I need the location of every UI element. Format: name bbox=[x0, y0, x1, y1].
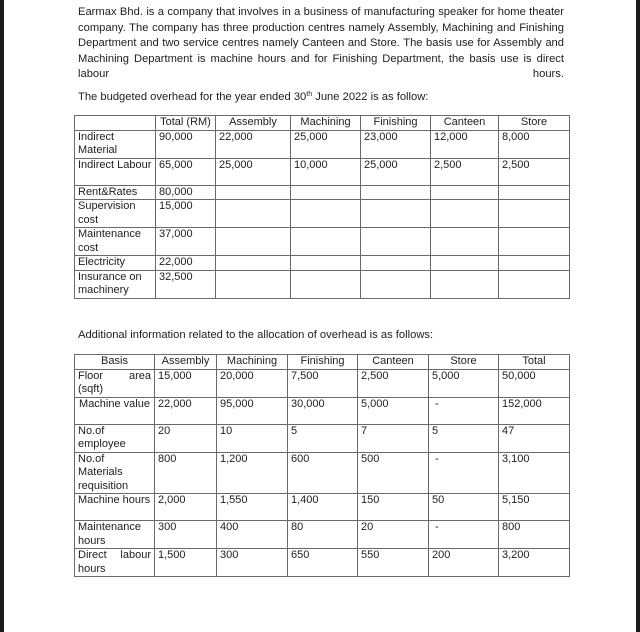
table-cell: 15,000 bbox=[156, 200, 216, 228]
table-cell: 300 bbox=[217, 549, 288, 577]
row-label bbox=[75, 270, 156, 298]
table-row bbox=[75, 185, 570, 200]
table-cell: 3,200 bbox=[499, 549, 570, 577]
table-cell bbox=[499, 256, 570, 271]
table-cell bbox=[499, 228, 570, 256]
table-cell: - bbox=[429, 397, 499, 424]
table-row bbox=[75, 549, 570, 577]
table-cell bbox=[431, 228, 499, 256]
table-cell: 3,100 bbox=[499, 452, 570, 494]
table-cell bbox=[361, 228, 431, 256]
table-cell: 65,000 bbox=[156, 158, 216, 185]
row-label bbox=[75, 549, 155, 577]
table-row bbox=[75, 369, 570, 397]
table-cell bbox=[216, 200, 291, 228]
table-cell: 25,000 bbox=[361, 158, 431, 185]
column-header bbox=[75, 116, 156, 131]
table-cell: 32,500 bbox=[156, 270, 216, 298]
row-label-line bbox=[78, 549, 151, 563]
column-header: Total bbox=[499, 355, 570, 370]
column-header: Finishing bbox=[361, 116, 431, 131]
table-cell: 800 bbox=[499, 521, 570, 549]
table-cell: 50 bbox=[429, 494, 499, 521]
table-cell: 37,000 bbox=[156, 228, 216, 256]
table-row bbox=[75, 256, 570, 271]
table-cell: 30,000 bbox=[288, 397, 358, 424]
table-cell bbox=[361, 270, 431, 298]
allocation-table bbox=[74, 354, 570, 577]
table-cell bbox=[361, 200, 431, 228]
table-cell: 20 bbox=[358, 521, 429, 549]
column-header: Store bbox=[429, 355, 499, 370]
column-header: Assembly bbox=[155, 355, 217, 370]
row-label: Maintenance hours bbox=[75, 521, 155, 549]
table-cell: 2,500 bbox=[358, 369, 429, 397]
table-row bbox=[75, 452, 570, 494]
table-header-row bbox=[75, 355, 570, 370]
overhead-heading-text: The budgeted overhead for the year ended 30 bbox=[78, 91, 307, 103]
table-cell: 23,000 bbox=[361, 130, 431, 158]
table-row bbox=[75, 270, 570, 298]
table-cell: 47 bbox=[499, 424, 570, 452]
table-cell bbox=[216, 185, 291, 200]
table-row bbox=[75, 521, 570, 549]
table-cell: 650 bbox=[288, 549, 358, 577]
table-cell: 15,000 bbox=[155, 369, 217, 397]
table-cell bbox=[431, 200, 499, 228]
table-cell bbox=[499, 270, 570, 298]
table-cell: 7 bbox=[358, 424, 429, 452]
table-cell: 2,500 bbox=[499, 158, 570, 185]
table-cell: 50,000 bbox=[499, 369, 570, 397]
table-cell: 800 bbox=[155, 452, 217, 494]
row-label-text: Insurance on bbox=[78, 270, 142, 283]
table-cell: 2,500 bbox=[431, 158, 499, 185]
table-cell: 20,000 bbox=[217, 369, 288, 397]
intro-paragraph: Earmax Bhd. is a company that involves in a business of manufacturing speaker for home theater company. The company has three production centres namely Assembly, Machining and Finishing Department and two service centres namely Canteen and Store. The basis use for Assembly and Machining Department is machine hours and for Finishing Department, the basis use is direct labour hours. bbox=[78, 6, 564, 81]
column-header: Finishing bbox=[288, 355, 358, 370]
table-cell bbox=[431, 185, 499, 200]
table-cell: 500 bbox=[358, 452, 429, 494]
table-row bbox=[75, 494, 570, 521]
table-cell bbox=[291, 256, 361, 271]
table-cell: - bbox=[429, 452, 499, 494]
row-label: Indirect Labour bbox=[75, 158, 156, 185]
row-label bbox=[75, 369, 155, 397]
ordinal-suffix: th bbox=[306, 91, 313, 98]
photo-edge-right bbox=[636, 0, 640, 632]
table-cell: 22,000 bbox=[156, 256, 216, 271]
table-row bbox=[75, 130, 570, 158]
table-cell: 25,000 bbox=[291, 130, 361, 158]
row-label: Machine hours bbox=[75, 494, 155, 521]
table-header-row bbox=[75, 116, 570, 131]
table-cell: 8,000 bbox=[499, 130, 570, 158]
column-header: Store bbox=[499, 116, 570, 131]
row-label: No.of Materials requisition bbox=[75, 452, 155, 494]
row-label-text: Floor bbox=[78, 369, 104, 382]
table-cell bbox=[361, 256, 431, 271]
table-cell: 22,000 bbox=[216, 130, 291, 158]
table-row bbox=[75, 228, 570, 256]
table-cell: - bbox=[429, 521, 499, 549]
row-label-line bbox=[78, 271, 152, 285]
row-label: Maintenance cost bbox=[75, 228, 156, 256]
table-cell: 5,000 bbox=[358, 397, 429, 424]
table-cell bbox=[291, 200, 361, 228]
table-cell: 95,000 bbox=[217, 397, 288, 424]
table-row bbox=[75, 424, 570, 452]
table-cell: 600 bbox=[288, 452, 358, 494]
table-cell: 5,150 bbox=[499, 494, 570, 521]
overhead-heading bbox=[78, 90, 564, 106]
table-cell: 10 bbox=[217, 424, 288, 452]
table-cell: 1,400 bbox=[288, 494, 358, 521]
column-header: Canteen bbox=[431, 116, 499, 131]
row-label: No.of employee bbox=[75, 424, 155, 452]
table-cell: 150 bbox=[358, 494, 429, 521]
column-header: Machining bbox=[217, 355, 288, 370]
table-cell: 25,000 bbox=[216, 158, 291, 185]
table-cell: 80 bbox=[288, 521, 358, 549]
table-cell: 80,000 bbox=[156, 185, 216, 200]
photo-edge-left bbox=[0, 0, 4, 632]
table-cell: 12,000 bbox=[431, 130, 499, 158]
table-cell bbox=[216, 256, 291, 271]
row-label-text: labour bbox=[120, 549, 151, 561]
table-cell: 20 bbox=[155, 424, 217, 452]
table-row bbox=[75, 397, 570, 424]
table-cell: 1,200 bbox=[217, 452, 288, 494]
table-row bbox=[75, 158, 570, 185]
row-label: Machine value bbox=[75, 397, 155, 424]
table-cell: 2,000 bbox=[155, 494, 217, 521]
table-cell: 1,500 bbox=[155, 549, 217, 577]
row-label: Electricity bbox=[75, 256, 156, 271]
table-cell: 5 bbox=[288, 424, 358, 452]
table-row bbox=[75, 200, 570, 228]
table-cell bbox=[216, 228, 291, 256]
table-cell: 1,550 bbox=[217, 494, 288, 521]
table-cell bbox=[361, 185, 431, 200]
row-label-line bbox=[78, 370, 151, 384]
table-cell: 5 bbox=[429, 424, 499, 452]
row-label-text: Direct bbox=[78, 549, 107, 561]
row-label-text: (sqft) bbox=[78, 383, 104, 395]
row-label: Supervision cost bbox=[75, 200, 156, 228]
row-label: Indirect Material bbox=[75, 130, 156, 158]
table-cell: 5,000 bbox=[429, 369, 499, 397]
table-cell: 7,500 bbox=[288, 369, 358, 397]
table-cell bbox=[431, 270, 499, 298]
table-cell: 90,000 bbox=[156, 130, 216, 158]
table-cell: 200 bbox=[429, 549, 499, 577]
row-label-text: area bbox=[128, 369, 151, 382]
table-cell: 10,000 bbox=[291, 158, 361, 185]
row-label: Rent&Rates bbox=[75, 185, 156, 200]
column-header: Basis bbox=[75, 355, 155, 370]
table-cell bbox=[499, 185, 570, 200]
table-cell bbox=[291, 270, 361, 298]
column-header: Total (RM) bbox=[156, 116, 216, 131]
table-cell bbox=[291, 228, 361, 256]
row-label-text: machinery bbox=[78, 284, 129, 296]
table-cell: 550 bbox=[358, 549, 429, 577]
column-header: Canteen bbox=[358, 355, 429, 370]
allocation-heading: Additional information related to the allocation of overhead is as follows: bbox=[78, 329, 434, 341]
overhead-heading-text-end: June 2022 is as follow: bbox=[312, 91, 429, 103]
table-cell: 300 bbox=[155, 521, 217, 549]
overhead-table bbox=[74, 115, 570, 299]
column-header: Assembly bbox=[216, 116, 291, 131]
table-cell: 152,000 bbox=[499, 397, 570, 424]
table-cell bbox=[499, 200, 570, 228]
table-cell bbox=[216, 270, 291, 298]
row-label-text: hours bbox=[78, 562, 106, 575]
table-cell: 400 bbox=[217, 521, 288, 549]
column-header: Machining bbox=[291, 116, 361, 131]
table-cell bbox=[431, 256, 499, 271]
table-cell bbox=[291, 185, 361, 200]
table-cell: 22,000 bbox=[155, 397, 217, 424]
